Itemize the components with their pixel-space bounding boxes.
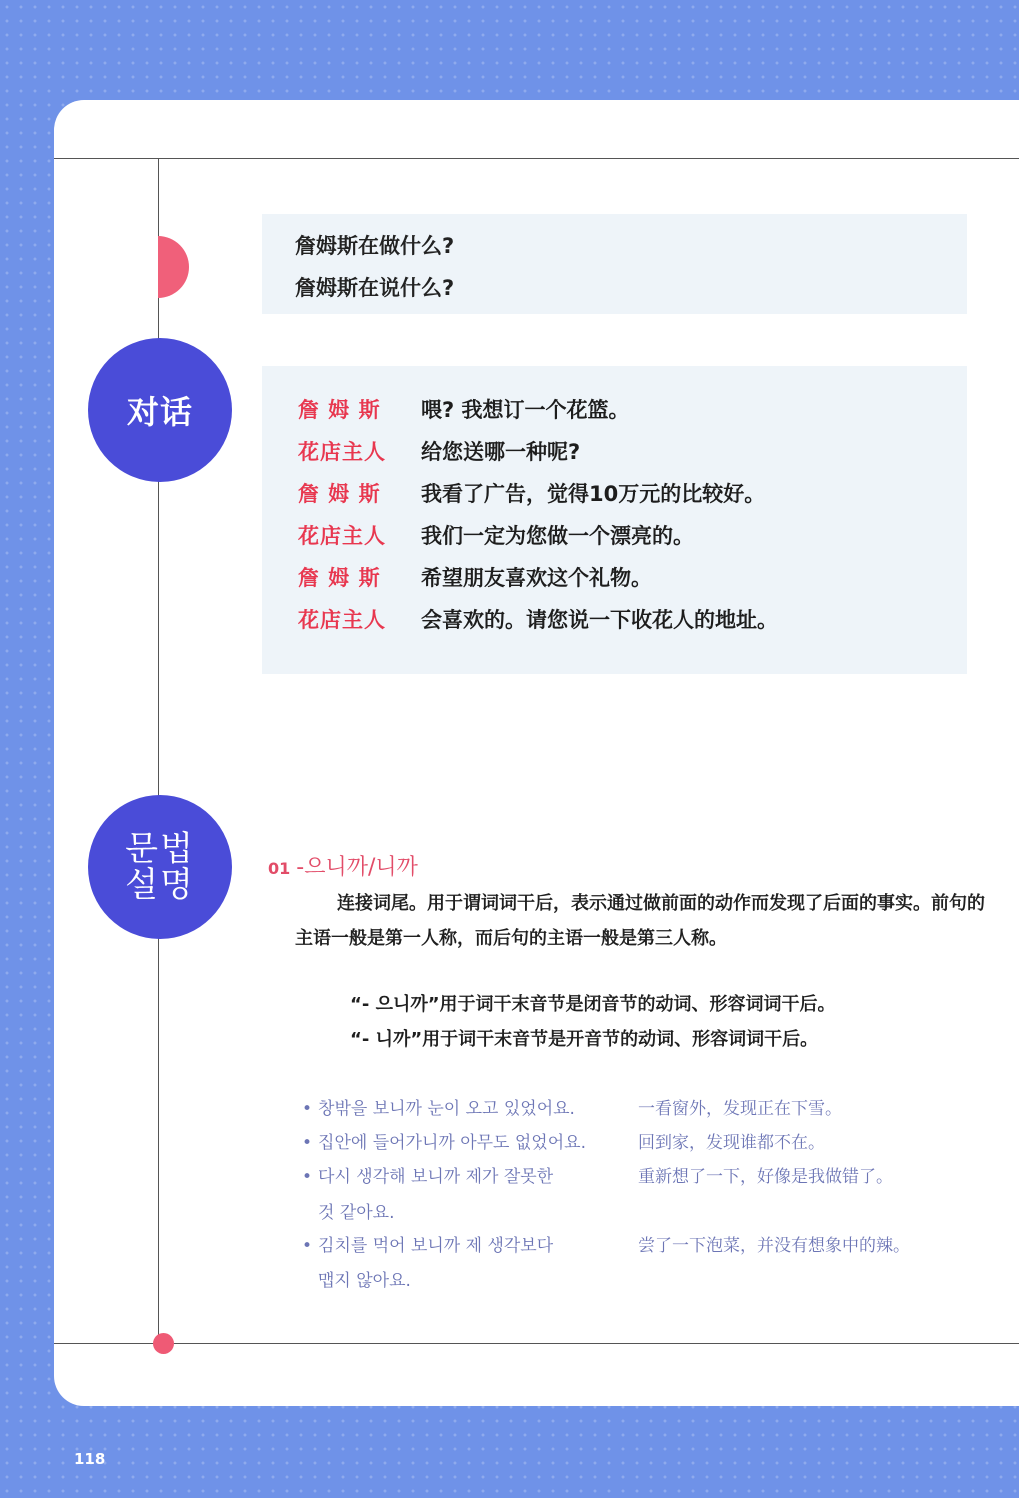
bullet-icon: • <box>302 1133 313 1153</box>
dialogue-line: 我们一定为您做一个漂亮的。 <box>421 524 694 548</box>
example-chinese: 回到家，发现谁都不在。 <box>638 1133 825 1153</box>
dialogue-line: 会喜欢的。请您说一下收花人的地址。 <box>421 608 778 632</box>
example-chinese: 一看窗外，发现正在下雪。 <box>638 1099 842 1119</box>
bullet-icon: • <box>302 1167 313 1187</box>
example-chinese: 重新想了一下，好像是我做错了。 <box>638 1167 893 1187</box>
example-korean: • 집안에 들어가니까 아무도 없었어요. <box>302 1133 586 1153</box>
example-korean-continued: 맵지 않아요. <box>318 1271 411 1291</box>
dialogue-line: 希望朋友喜欢这个礼物。 <box>421 566 652 590</box>
bullet-icon: • <box>302 1236 313 1256</box>
dialogue-speaker: 花店主人 <box>298 440 386 464</box>
dialogue-line: 我看了广告，觉得10万元的比较好。 <box>421 482 766 506</box>
example-korean: • 창밖을 보니까 눈이 오고 있었어요. <box>302 1099 575 1119</box>
example-korean-continued: 것 같아요. <box>318 1203 395 1223</box>
page-number: 118 <box>74 1450 106 1468</box>
dialogue-speaker: 花店主人 <box>298 608 386 632</box>
grammar-badge <box>88 795 232 939</box>
grammar-title: -으니까/니까 <box>296 855 418 880</box>
grammar-rule: “- 으니까”用于词干末音节是闭音节的动词、形容词词干后。 <box>350 994 836 1015</box>
example-korean: • 다시 생각해 보니까 제가 잘못한 <box>302 1167 554 1187</box>
dialogue-badge-label: 对话 <box>126 393 193 431</box>
timeline-end-dot <box>153 1333 174 1354</box>
timeline-line <box>158 158 159 1344</box>
grammar-explanation: 连接词尾。用于谓词词干后，表示通过做前面的动作而发现了后面的事实。前句的主语一般是第一人称，而后句的主语一般是第三人称。 <box>295 893 985 949</box>
question-2: 詹姆斯在说什么? <box>295 276 455 300</box>
top-rule <box>54 158 1019 159</box>
bullet-icon: • <box>302 1099 313 1119</box>
dialogue-speaker: 詹 姆 斯 <box>298 398 381 422</box>
dialogue-speaker: 花店主人 <box>298 524 386 548</box>
grammar-heading <box>268 850 418 881</box>
grammar-rule: “- 니까”用于词干末音节是开音节的动词、形容词词干后。 <box>350 1029 819 1050</box>
example-chinese: 尝了一下泡菜，并没有想象中的辣。 <box>638 1236 910 1256</box>
dialogue-speaker: 詹 姆 斯 <box>298 482 381 506</box>
example-korean: • 김치를 먹어 보니까 제 생각보다 <box>302 1236 554 1256</box>
bottom-rule <box>54 1343 1019 1344</box>
question-1: 詹姆斯在做什么? <box>295 234 455 258</box>
dialogue-badge <box>88 338 232 482</box>
grammar-badge-label: 문법 설명 <box>125 829 195 905</box>
grammar-number: 01 <box>268 859 291 878</box>
dialogue-line: 喂? 我想订一个花篮。 <box>421 398 630 422</box>
dialogue-line: 给您送哪一种呢? <box>421 440 581 464</box>
dialogue-speaker: 詹 姆 斯 <box>298 566 381 590</box>
